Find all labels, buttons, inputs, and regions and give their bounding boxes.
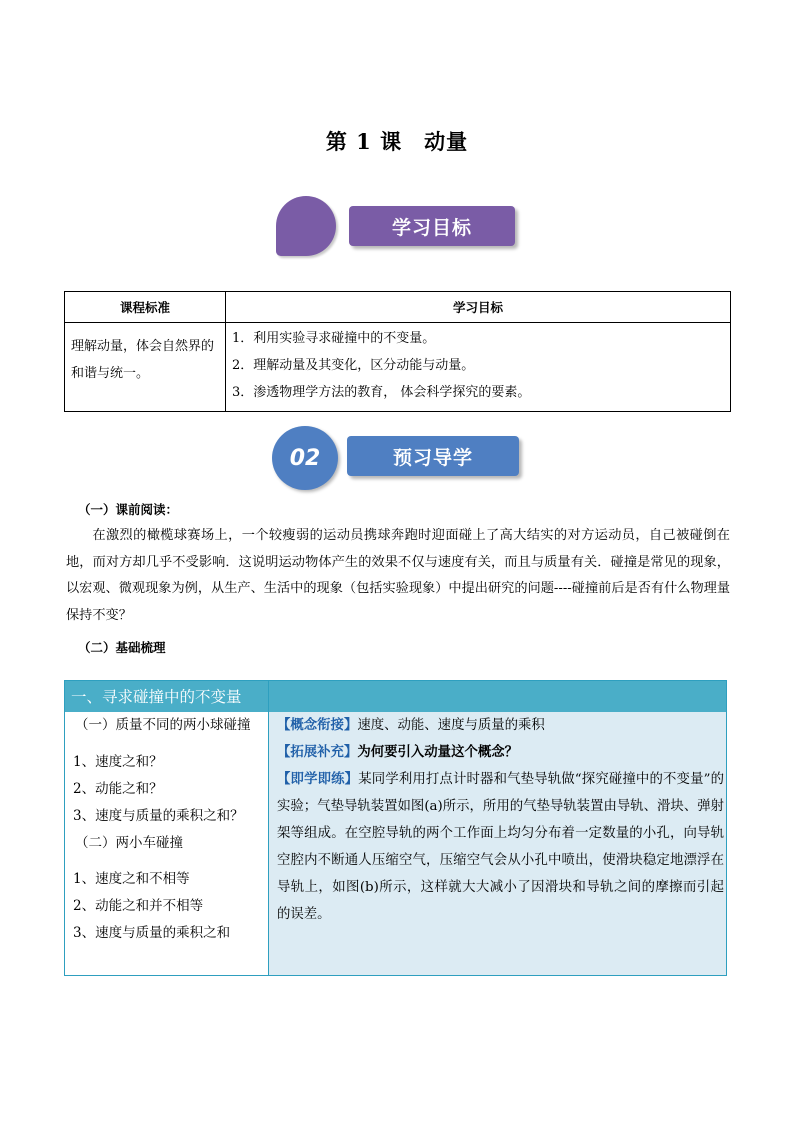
standard-line: 和谐与统一。	[71, 366, 150, 381]
goals-cell	[226, 323, 731, 412]
learning-goals-banner	[276, 196, 518, 258]
concept-line	[277, 712, 724, 739]
page-title: 第 1 课 动量	[325, 129, 469, 154]
list-item: 3、速度与质量的乘积之和？	[73, 808, 244, 824]
header-goals: 学习目标	[226, 292, 731, 323]
basics-heading: （二）基础梳理	[78, 640, 166, 655]
extension-line	[277, 739, 724, 766]
practice-block	[277, 766, 724, 928]
table-row	[65, 323, 731, 412]
list-subheading: （一）质量不同的两小球碰撞	[75, 717, 251, 733]
goal-item: 1．利用实验寻求碰撞中的不变量。	[232, 331, 436, 346]
list-item: 2、动能之和并不相等	[73, 898, 204, 914]
goal-item: 2．理解动量及其变化，区分动能与动量。	[232, 358, 475, 373]
concept-text: 速度、动能、速度与质量的乘积	[357, 718, 545, 733]
list-item: 1、速度之和？	[73, 754, 163, 770]
list-item: 3、速度与质量的乘积之和	[73, 925, 231, 941]
reading-heading: （一）课前阅读：	[78, 502, 179, 517]
banner-label: 预习导学	[347, 436, 519, 476]
extension-text: 为何要引入动量这个概念？	[357, 744, 519, 760]
list-subheading: （二）两小车碰撞	[75, 835, 183, 851]
concept-tag: 【概念衔接】	[277, 717, 358, 733]
standard-cell	[65, 323, 226, 412]
preview-banner	[272, 424, 524, 492]
banner-label: 学习目标	[349, 206, 515, 246]
header-standard: 课程标准	[65, 292, 226, 323]
box-left-column	[65, 712, 268, 975]
goal-item: 3．渗透物理学方法的教育， 体会科学探究的要素。	[232, 385, 531, 400]
table-header-row	[65, 292, 731, 323]
banner-number: 02	[289, 445, 321, 471]
box-header-title: 一、寻求碰撞中的不变量	[71, 688, 242, 706]
objectives-table	[64, 291, 731, 412]
box-right-column	[269, 712, 726, 975]
banner-disc	[276, 196, 336, 256]
list-item: 1、速度之和不相等	[73, 871, 190, 887]
box-header	[65, 681, 726, 712]
list-item: 2、动能之和？	[73, 781, 163, 797]
practice-text: 某同学利用打点计时器和气垫导轨做“探究碰撞中的不变量”的实验；气垫导轨装置如图(a)所示，所用的气垫导轨装置由导轨、滑块、弹射架等组成。在空腔导轨的两个工作面上均匀分布着一定数量的小孔，向导轨空腔内不断通人压缩空气，压缩空气会从小孔中喷出，使滑块稳定地漂浮在导轨上，如图(b)所示，这样就大大减小了因滑块和导轨之间的摩擦而引起的误差。	[277, 772, 724, 922]
reading-paragraph: 在激烈的橄榄球赛场上，一个较瘦弱的运动员携球奔跑时迎面碰上了高大结实的对方运动员，自己被碰倒在地，而对方却几乎不受影响．这说明运动物体产生的效果不仅与速度有关，而且与质量有关．碰撞是常见的现象，以宏观、微观现象为例，从生产、生活中的现象（包括实验现象）中提出研究的问题----碰撞前后是否有什么物理量保持不变？	[66, 528, 731, 623]
right-content	[277, 712, 724, 928]
banner-disc	[272, 426, 338, 490]
standard-line: 理解动量，体会自然界的	[71, 339, 215, 354]
practice-tag: 【即学即练】	[277, 771, 359, 787]
collision-invariant-box	[64, 680, 727, 976]
extension-tag: 【拓展补充】	[277, 744, 358, 760]
